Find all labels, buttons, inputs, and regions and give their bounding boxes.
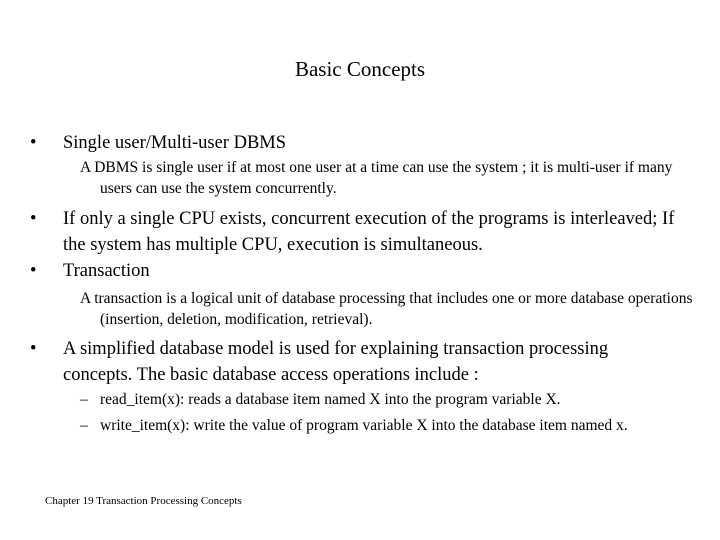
slide-footer: Chapter 19 Transaction Processing Concepts (45, 495, 242, 507)
bullet-text: A simplified database model is used for explaining transaction processing concepts. The basic database access operations include : (63, 339, 609, 385)
dash-marker: – (80, 417, 88, 434)
slide-title: Basic Concepts (294, 57, 426, 81)
list-item-read-item (80, 389, 680, 410)
list-item-text: write_item(x): write the value of program variable X into the database item named x. (100, 417, 628, 434)
bullet-text: If only a single CPU exists, concurrent execution of the programs is interleaved; If the system has multiple CPU, execution is simultaneous. (63, 209, 675, 255)
bullet-single-multi-user (30, 130, 680, 156)
bullet-transaction (30, 258, 680, 284)
bullet-database-model (30, 336, 680, 388)
list-item-write-item (80, 415, 680, 436)
list-item-text: read_item(x): reads a database item named X into the program variable X. (100, 391, 561, 408)
bullet-text: Transaction (63, 261, 150, 281)
bullet-marker: • (30, 209, 37, 229)
bullet-marker: • (30, 261, 37, 281)
sub-text-transaction-definition: A transaction is a logical unit of database processing that includes one or more database operations (insertion, deletion, modification, retrieval). (80, 290, 693, 328)
sub-text-dbms-definition: A DBMS is single user if at most one user at a time can use the system ; it is multi-user if many users can use the system concurrently. (80, 159, 673, 197)
bullet-cpu-concurrency (30, 206, 680, 258)
bullet-text: Single user/Multi-user DBMS (63, 133, 287, 153)
dash-marker: – (80, 391, 88, 408)
bullet-marker: • (30, 133, 37, 153)
bullet-marker: • (30, 339, 37, 359)
